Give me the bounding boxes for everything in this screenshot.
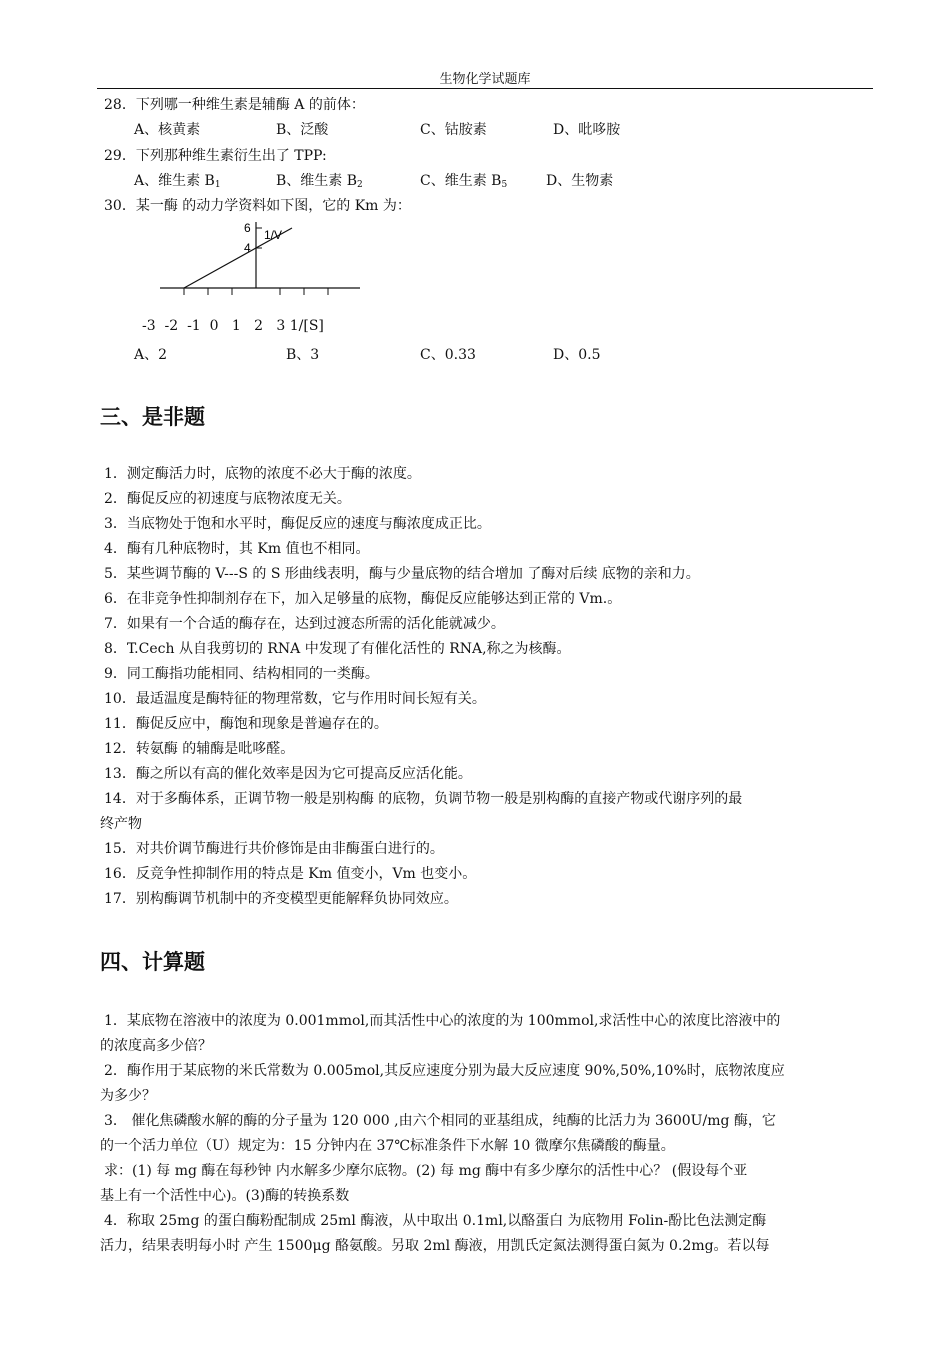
- q28-option-a: A、核黄素: [134, 122, 201, 138]
- calculation-line: 为多少？: [100, 1088, 156, 1104]
- true-false-item: 终产物: [100, 816, 142, 832]
- q29-option-d: D、生物素: [546, 173, 614, 189]
- calculation-line: 求：(1) 每 mg 酶在每秒钟 内水解多少摩尔底物。(2) 每 mg 酶中有多少摩尔的活性中心？ (假设每个亚: [104, 1163, 748, 1179]
- q30-option-b: B、3: [286, 347, 320, 363]
- section-3-title: 三、是非题: [100, 404, 205, 429]
- true-false-item: 12．转氨酶 的辅酶是吡哆醛。: [104, 741, 295, 757]
- true-false-item: 1．测定酶活力时，底物的浓度不必大于酶的浓度。: [104, 466, 421, 482]
- calculation-line: 活力，结果表明每小时 产生 1500μg 酪氨酸。另取 2ml 酶液，用凯氏定氮法测得蛋白氮为 0.2mg。若以每: [100, 1238, 770, 1254]
- calculation-line: 的一个活力单位（U）规定为：15 分钟内在 37℃标准条件下水解 10 微摩尔焦磷酸的酶量。: [100, 1138, 675, 1154]
- true-false-item: 16．反竞争性抑制作用的特点是 Km 值变小，Vm 也变小。: [104, 866, 477, 882]
- true-false-item: 5．某些调节酶的 V---S 的 S 形曲线表明，酶与少量底物的结合增加 了酶对后续 底物的亲和力。: [104, 566, 700, 582]
- true-false-item: 8．T.Cech 从自我剪切的 RNA 中发现了有催化活性的 RNA,称之为核酶。: [104, 641, 571, 657]
- y-tick-label: 6: [244, 222, 251, 235]
- question-29: 29．下列那种维生素衍生出了 TPP:: [104, 148, 327, 164]
- true-false-item: 6．在非竞争性抑制剂存在下，加入足够量的底物，酶促反应能够达到正常的 Vm.。: [104, 591, 622, 607]
- calculation-line: 4．称取 25mg 的蛋白酶粉配制成 25ml 酶液，从中取出 0.1ml,以酪蛋白 为底物用 Folin-酚比色法测定酶: [104, 1213, 767, 1229]
- true-false-item: 9．同工酶指功能相同、结构相同的一类酶。: [104, 666, 379, 682]
- q29-option-a: A、维生素 $B_1$: [134, 173, 221, 190]
- true-false-item: 10．最适温度是酶特征的物理常数，它与作用时间长短有关。: [104, 691, 486, 707]
- true-false-item: 14．对于多酶体系，正调节物一般是别构酶 的底物，负调节物一般是别构酶的直接产物或代谢序列的最: [104, 791, 743, 807]
- q30-option-d: D、0.5: [553, 347, 601, 363]
- true-false-item: 11．酶促反应中，酶饱和现象是普遍存在的。: [104, 716, 388, 732]
- true-false-item: 13．酶之所以有高的催化效率是因为它可提高反应活化能。: [104, 766, 472, 782]
- q28-option-d: D、吡哆胺: [553, 122, 621, 138]
- q29-option-c: C、维生素 $B_5$: [420, 173, 508, 190]
- calculation-line: 3． 催化焦磷酸水解的酶的分子量为 120 000 ,由六个相同的亚基组成，纯酶的比活力为 3600U/mg 酶，它: [104, 1113, 776, 1129]
- true-false-item: 7．如果有一个合适的酶存在，达到过渡态所需的活化能就减少。: [104, 616, 505, 632]
- page-header: 生物化学试题库: [439, 72, 531, 87]
- y-tick-label: 4: [244, 241, 251, 255]
- q28-option-b: B、泛酸: [276, 122, 329, 138]
- calculation-line: 1．某底物在溶液中的浓度为 0.001mmol,而其活性中心的浓度的为 100mmol,求活性中心的浓度比溶液中的: [104, 1013, 781, 1029]
- true-false-item: 17．别构酶调节机制中的齐变模型更能解释负协同效应。: [104, 891, 458, 907]
- q28-option-c: C、钴胺素: [420, 122, 487, 138]
- header-rule: [97, 88, 873, 89]
- x-axis-tick-labels: -3 -2 -1 0 1 2 3 1/[S]: [142, 318, 324, 334]
- y-axis-label: 1/V: [264, 228, 283, 242]
- q29-option-b: B、维生素 $B_2$: [276, 173, 363, 190]
- true-false-item: 4．酶有几种底物时，其 Km 值也不相同。: [104, 541, 370, 557]
- calculation-line: 的浓度高多少倍？: [100, 1038, 212, 1054]
- true-false-item: 15．对共价调节酶进行共价修饰是由非酶蛋白进行的。: [104, 841, 444, 857]
- true-false-item: 2．酶促反应的初速度与底物浓度无关。: [104, 491, 351, 507]
- q30-option-c: C、0.33: [420, 347, 476, 363]
- section-4-title: 四、计算题: [100, 949, 205, 974]
- calculation-line: 基上有一个活性中心)。(3)酶的转换系数: [100, 1188, 350, 1204]
- true-false-item: 3．当底物处于饱和水平时，酶促反应的速度与酶浓度成正比。: [104, 516, 491, 532]
- question-30: 30．某一酶 的动力学资料如下图，它的 Km 为：: [104, 198, 411, 214]
- question-28: 28．下列哪一种维生素是辅酶 A 的前体：: [104, 97, 365, 113]
- calculation-line: 2．酶作用于某底物的米氏常数为 0.005mol,其反应速度分别为最大反应速度 90%,50%,10%时，底物浓度应: [104, 1063, 785, 1079]
- q30-option-a: A、2: [134, 347, 168, 363]
